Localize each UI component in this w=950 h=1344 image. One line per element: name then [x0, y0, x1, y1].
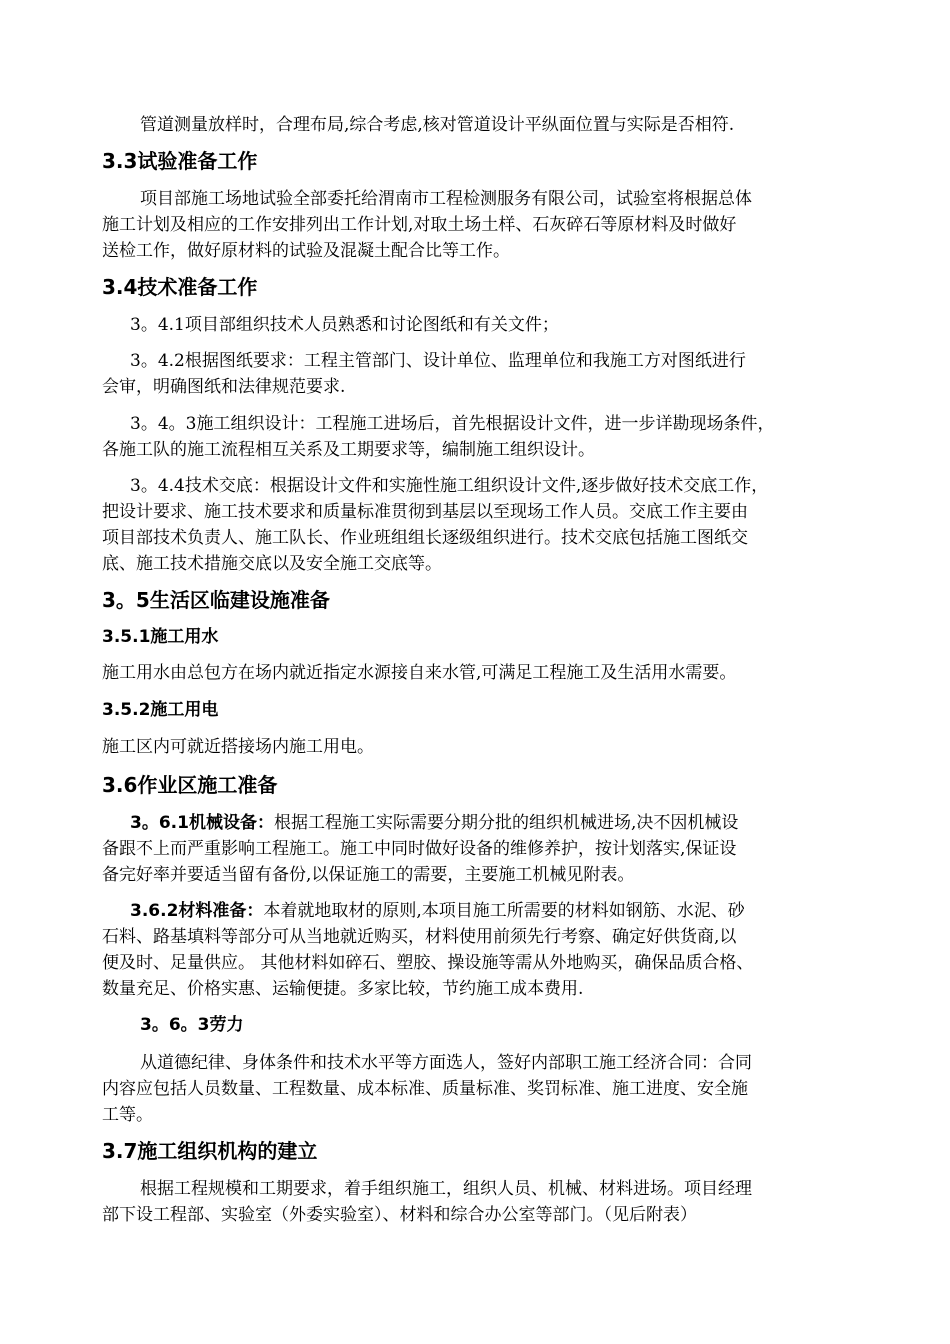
paragraph-line: 3。4.4技术交底：根据设计文件和实施性施工组织设计文件,逐步做好技术交底工作，: [130, 476, 769, 496]
paragraph-line: 各施工队的施工流程相互关系及工期要求等，编制施工组织设计。: [102, 440, 595, 460]
subsection-heading-3-6-3: 3。6。3劳力: [140, 1015, 244, 1035]
section-heading-3-7: 3.7施工组织机构的建立: [102, 1139, 318, 1163]
paragraph-line: 施工用水由总包方在场内就近指定水源接自来水管,可满足工程施工及生活用水需要。: [102, 663, 737, 683]
section-heading-3-5: 3。5生活区临建设施准备: [102, 588, 330, 612]
paragraph-line: 工等。: [102, 1105, 153, 1125]
paragraph-line: 管道测量放样时，合理布局,综合考虑,核对管道设计平纵面位置与实际是否相符.: [140, 115, 735, 135]
paragraph-line: [130, 899, 745, 923]
subsection-heading-3-5-1: 3.5.1施工用水: [102, 627, 219, 647]
paragraph-line: 会审，明确图纸和法律规范要求.: [102, 377, 346, 397]
subsection-heading-3-5-2: 3.5.2施工用电: [102, 700, 219, 720]
paragraph-line: 根据工程规模和工期要求，着手组织施工，组织人员、机械、材料进场。项目经理: [140, 1179, 752, 1199]
inline-label: 3。6.1机械设备：: [130, 813, 274, 833]
paragraph-line: 便及时、足量供应。 其他材料如碎石、塑胶、操设施等需从外地购买，确保品质合格、: [102, 953, 754, 973]
paragraph-line: 把设计要求、施工技术要求和质量标准贯彻到基层以至现场工作人员。交底工作主要由: [102, 502, 748, 522]
paragraph-line: 备完好率并要适当留有备份,以保证施工的需要，主要施工机械见附表。: [102, 865, 635, 885]
paragraph-line: 备跟不上而严重影响工程施工。施工中同时做好设备的维修养护，按计划落实,保证设: [102, 839, 737, 859]
section-heading-3-6: 3.6作业区施工准备: [102, 773, 278, 797]
paragraph-line: 从道德纪律、身体条件和技术水平等方面选人，签好内部职工施工经济合同：合同: [140, 1053, 752, 1073]
paragraph-line: 3。4.1项目部组织技术人员熟悉和讨论图纸和有关文件；: [130, 315, 559, 335]
paragraph-line: 送检工作，做好原材料的试验及混凝土配合比等工作。: [102, 241, 510, 261]
paragraph-line: 数量充足、价格实惠、运输便捷。多家比较，节约施工成本费用.: [102, 979, 584, 999]
paragraph-line: 项目部施工场地试验全部委托给渭南市工程检测服务有限公司，试验室将根据总体: [140, 189, 752, 209]
section-heading-3-3: 3.3试验准备工作: [102, 149, 258, 173]
paragraph-line: 3。4.2根据图纸要求：工程主管部门、设计单位、监理单位和我施工方对图纸进行: [130, 351, 746, 371]
paragraph-line: 石料、路基填料等部分可从当地就近购买，材料使用前须先行考察、确定好供货商,以: [102, 927, 737, 947]
paragraph-line: 项目部技术负责人、施工队长、作业班组组长逐级组织进行。技术交底包括施工图纸交: [102, 528, 748, 548]
inline-text: 根据工程施工实际需要分期分批的组织机械进场,决不因机械设: [273, 813, 739, 833]
inline-label: 3.6.2材料准备：: [130, 901, 264, 921]
paragraph-line: [130, 811, 738, 835]
paragraph-line: 内容应包括人员数量、工程数量、成本标准、质量标准、奖罚标准、施工进度、安全施: [102, 1079, 748, 1099]
inline-text: 本着就地取材的原则,本项目施工所需要的材料如钢筋、水泥、砂: [263, 901, 745, 921]
paragraph-line: 底、施工技术措施交底以及安全施工交底等。: [102, 554, 442, 574]
paragraph-line: 部下设工程部、实验室（外委实验室）、材料和综合办公室等部门。（见后附表）: [102, 1205, 697, 1225]
paragraph-line: 3。4。3施工组织设计：工程施工进场后，首先根据设计文件，进一步详勘现场条件，: [130, 414, 775, 434]
paragraph-line: 施工区内可就近搭接场内施工用电。: [102, 737, 374, 757]
section-heading-3-4: 3.4技术准备工作: [102, 275, 258, 299]
paragraph-line: 施工计划及相应的工作安排列出工作计划,对取土场土样、石灰碎石等原材料及时做好: [102, 215, 737, 235]
